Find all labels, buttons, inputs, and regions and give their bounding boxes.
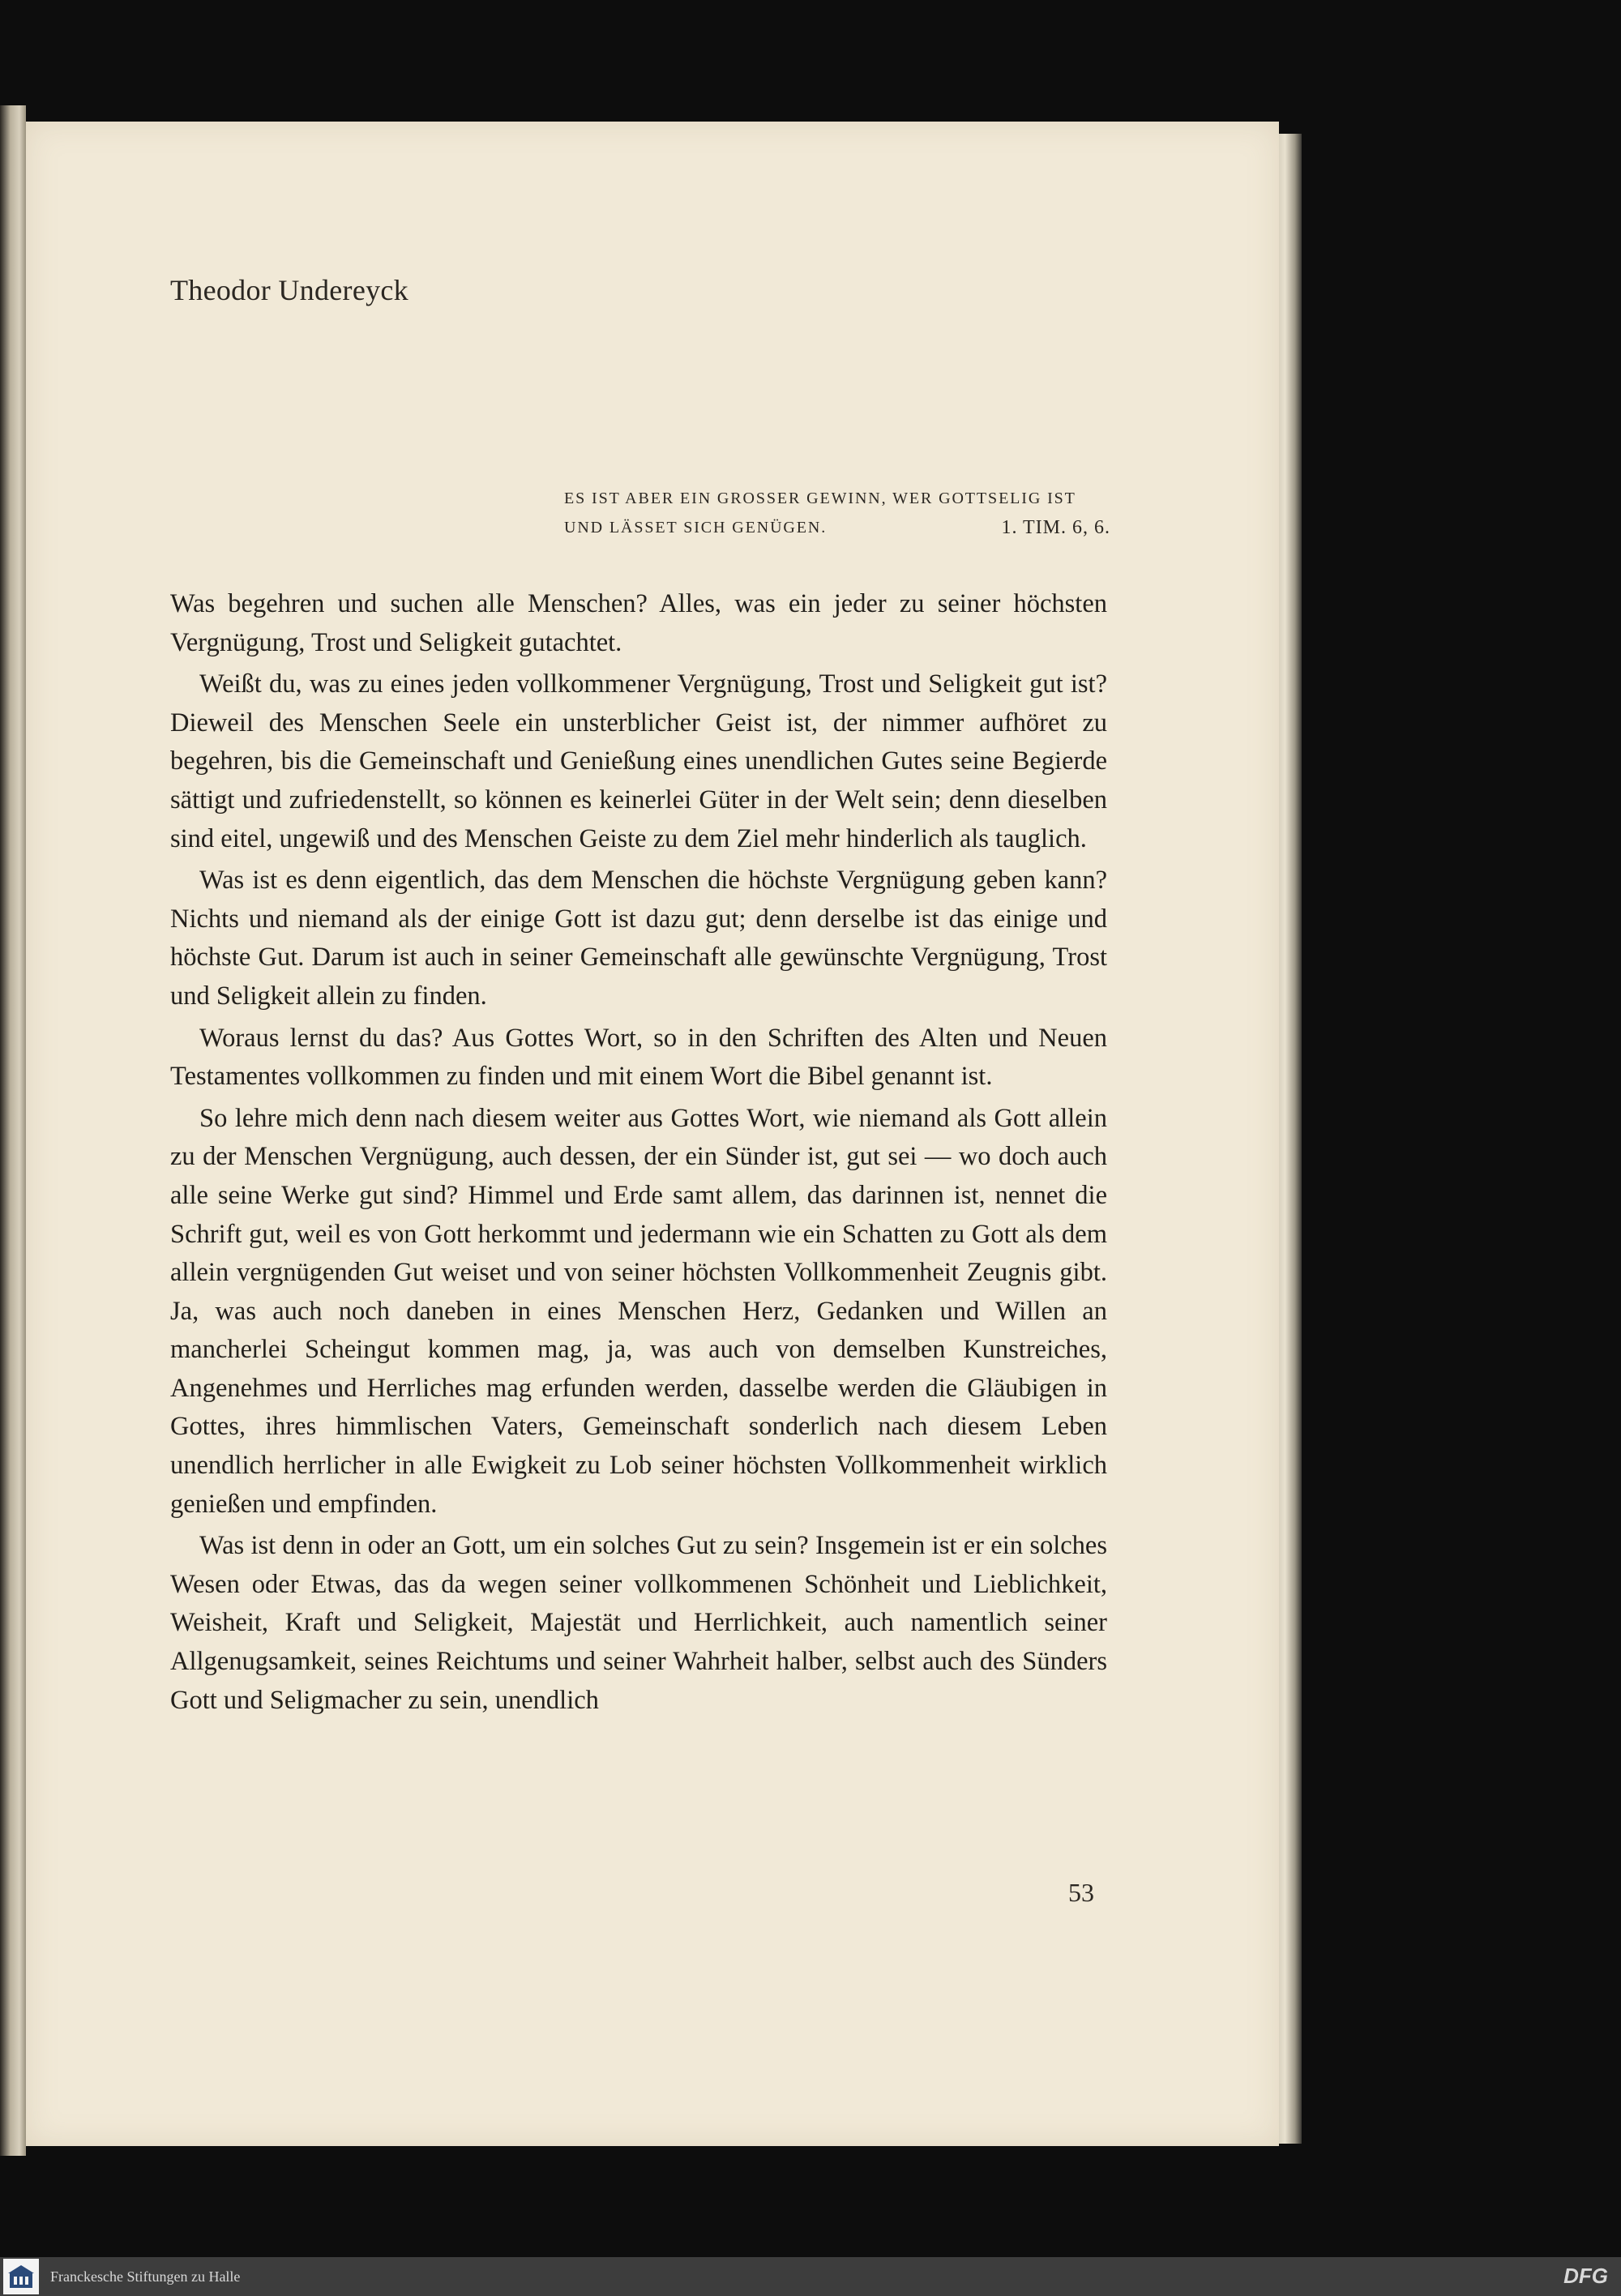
building-icon [6,2262,36,2291]
dfg-logo[interactable]: DFG [1563,2264,1608,2288]
institution-logo-icon[interactable] [3,2259,39,2294]
motto-reference: 1. TIM. 6, 6. [1001,517,1110,538]
motto-line-2 [564,513,1110,542]
running-head: Theodor Undereyck [170,274,408,306]
viewer-footer [0,2257,1621,2296]
paragraph: Was ist denn in oder an Gott, um ein solches Gut zu sein? Insgemein ist er ein solches Wesen oder Etwas, das da wegen seiner vollkommenen Schönheit und Lieblichkeit, Weisheit, Kraft und Seligkeit, Majestät und Herrlichkeit, auch namentlich seiner Allgenugsamkeit, seines Reichtums und seiner Wahrheit halber, selbst auch des Sünders Gott und Seligmacher zu sein, unendlich [170,1531,1107,1715]
paragraph: Was begehren und suchen alle Menschen? Alles, was ein jeder zu seiner höchsten Vergnügung, Trost und Seligkeit gutachtet. [170,589,1107,657]
motto-line-2-text: UND LÄSSET SICH GENÜGEN. [564,519,828,537]
motto-line-1: ES IST ABER EIN GROSSER GEWINN, WER GOTTSELIG IST [564,490,1076,507]
motto [564,484,1110,542]
paragraph: Weißt du, was zu eines jeden vollkommener Vergnügung, Trost und Seligkeit gut ist? Dieweil des Menschen Seele ein unsterblicher Geist ist, der nimmer aufhöret zu begehren, bis die Gemeinschaft und Genießung eines unendlichen Gutes seine Begierde sättigt und zufriedenstellt, so können es keinerlei Güter in der Welt sein; denn dieselben sind eitel, ungewiß und des Menschen Geiste zu dem Ziel mehr hinderlich als tauglich. [170,669,1107,853]
paragraph: Woraus lernst du das? Aus Gottes Wort, so in den Schriften des Alten und Neuen Testamentes vollkommen zu finden und mit einem Wort die Bibel genannt ist. [170,1023,1107,1092]
paragraph: So lehre mich denn nach diesem weiter aus Gottes Wort, wie niemand als Gott allein zu der Menschen Vergnügung, auch dessen, der ein Sünder ist, gut sei — wo doch auch alle seine Werke gut sind? Himmel und Erde samt allem, das darinnen ist, nennet die Schrift gut, weil es von Gott herkommt und jedermann wie ein Schatten zu Gott als dem allein vergnügenden Gut weiset und von seiner höchsten Vollkommenheit Zeugnis gibt. Ja, was auch noch daneben in eines Menschen Herz, Gedanken und Willen an mancherlei Scheingut kommen mag, ja, was auch von demselben Kunstreiches, Angenehmes und Herrliches mag erfunden werden, dasselbe werden die Gläubigen in Gottes, ihres himmlischen Vaters, Gemeinschaft sonderlich nach diesem Leben unendlich herrlicher in alle Ewigkeit zu Lob seiner höchsten Vollkommenheit wirklich genießen und empfinden. [170,1103,1107,1519]
page-number: 53 [1068,1878,1094,1907]
paragraph: Was ist es denn eigentlich, das dem Menschen die höchste Vergnügung geben kann? Nichts und niemand als der einige Gott ist dazu gut; denn derselbe ist das einige und höchste Gut. Darum ist auch in seiner Gemeinschaft alle gewünschte Vergnügung, Trost und Seligkeit allein zu finden. [170,866,1107,1011]
body-text [170,585,1107,1723]
previous-page-edge [0,105,26,2156]
institution-link[interactable]: Franckesche Stiftungen zu Halle [50,2268,241,2285]
